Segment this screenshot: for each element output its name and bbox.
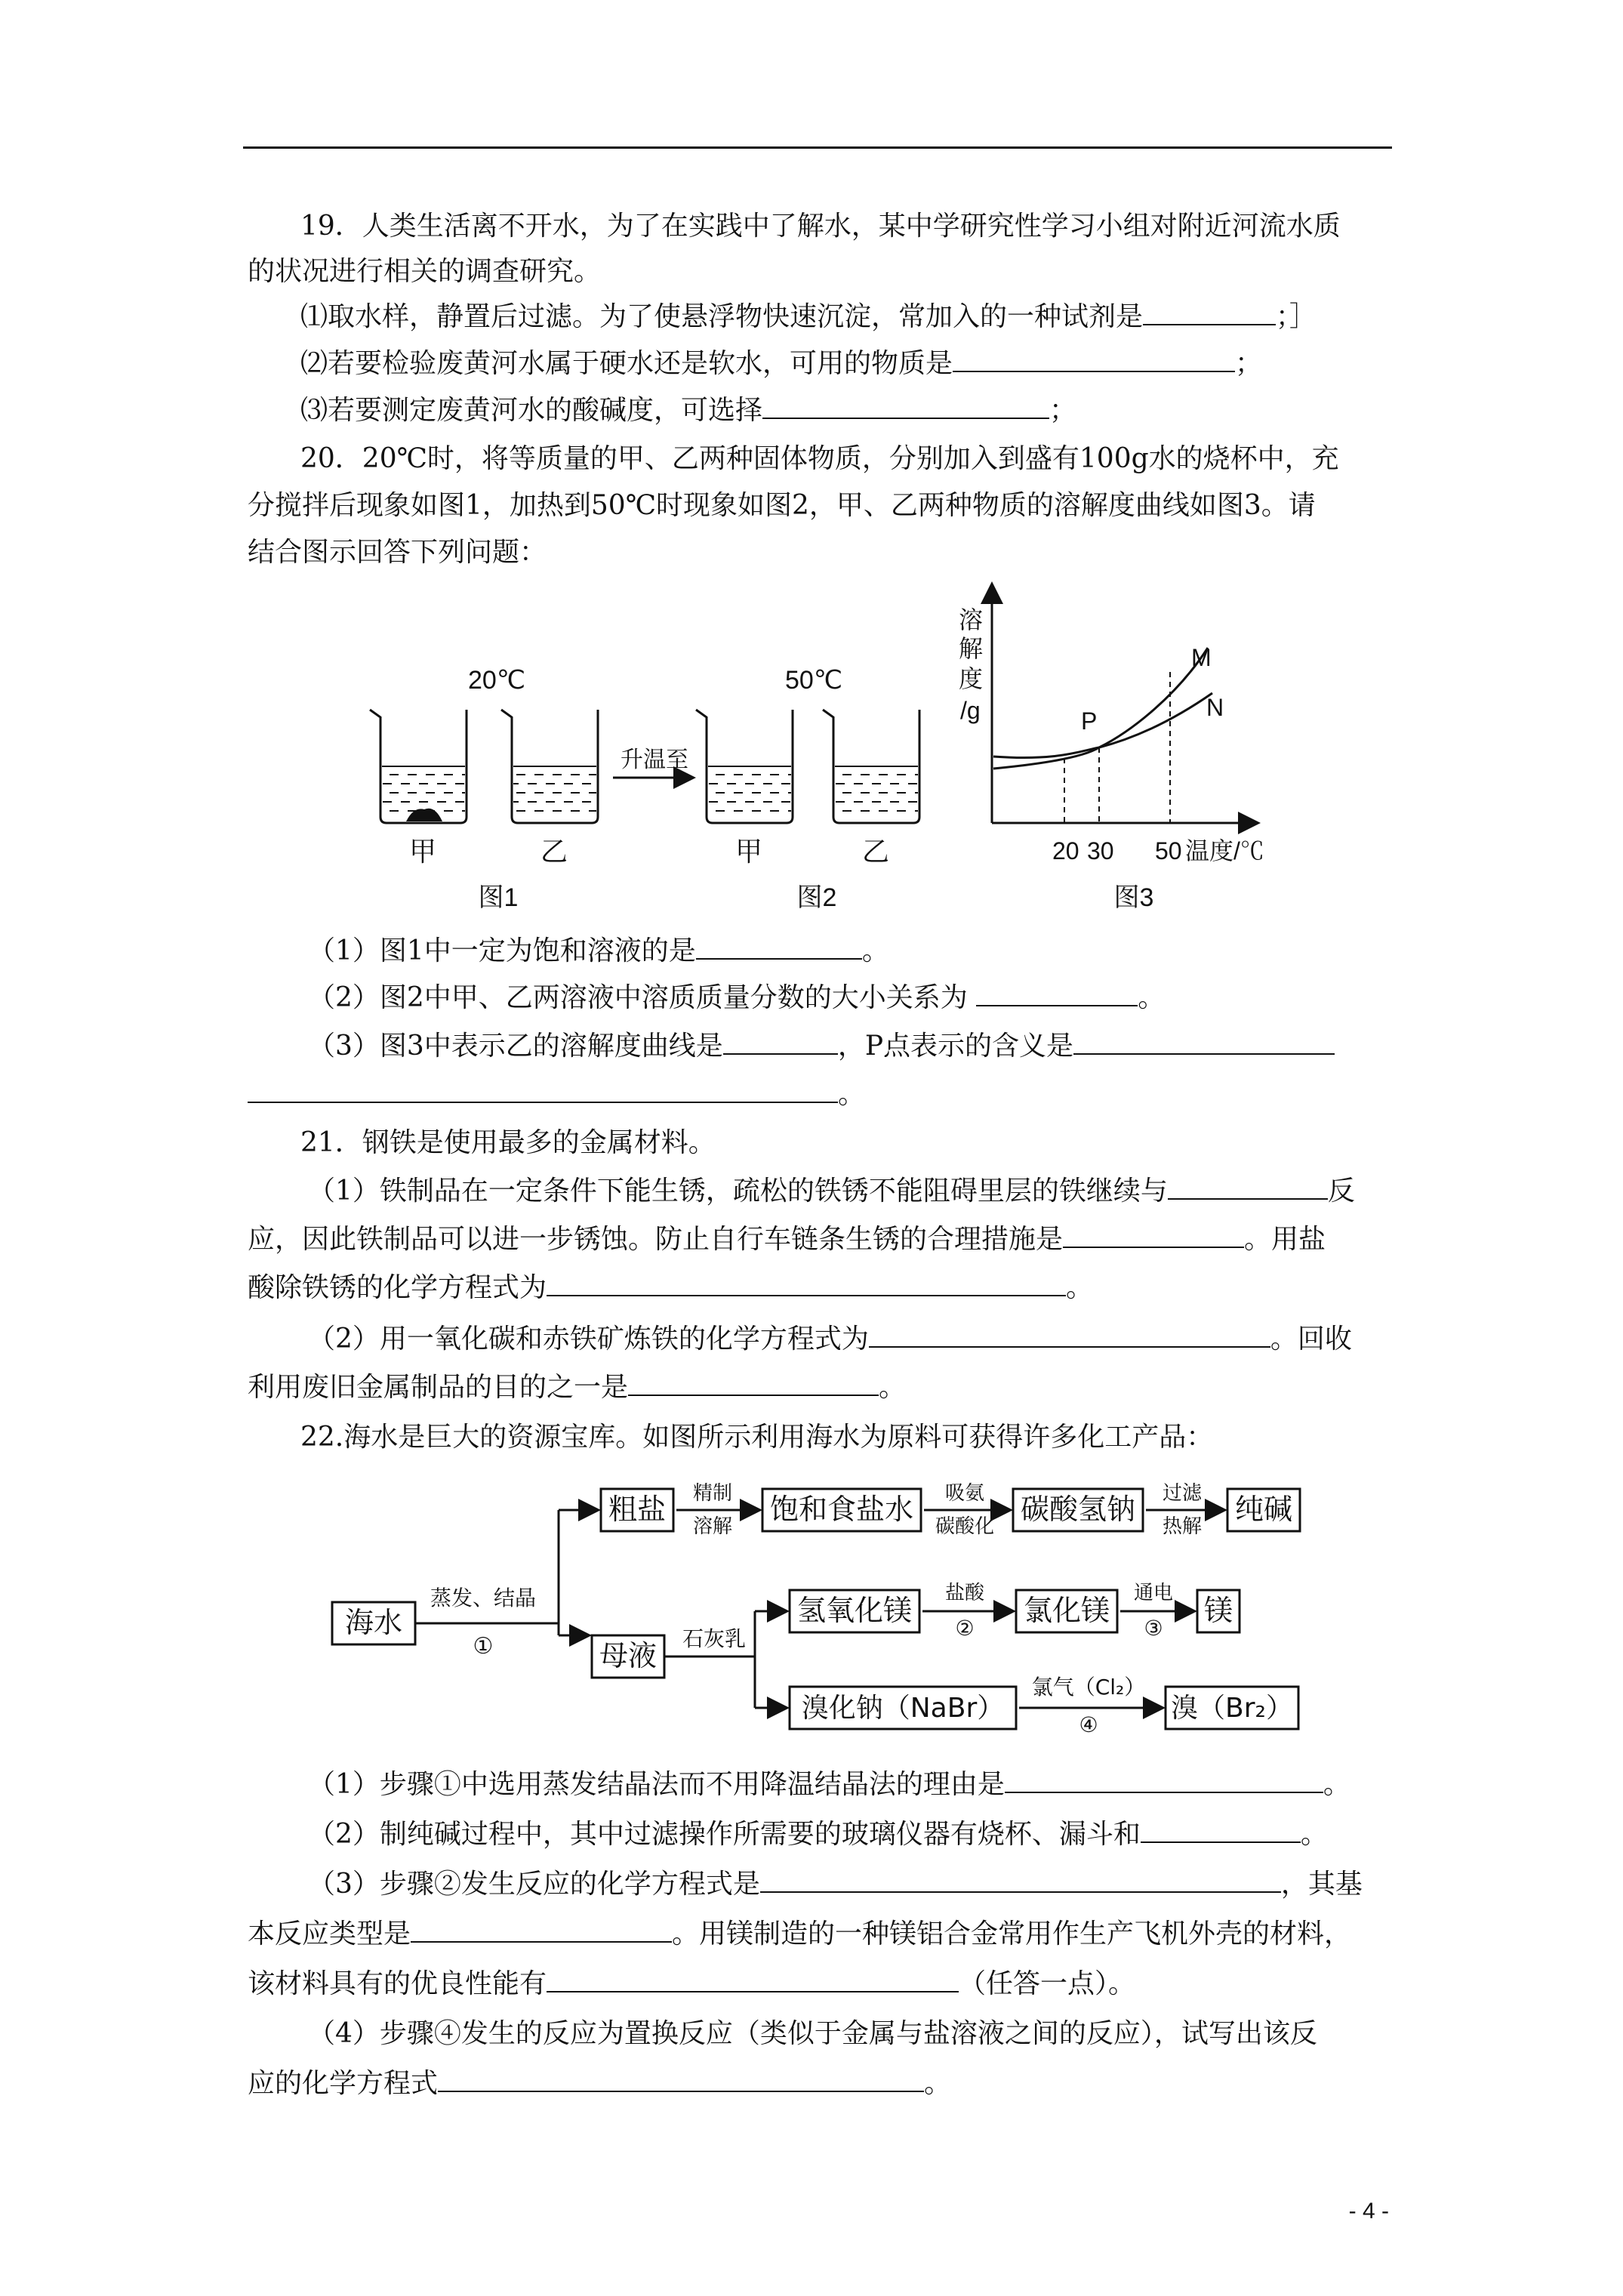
q22-part-2: （2）制纯碱过程中，其中过滤操作所需要的玻璃仪器有烧杯、漏斗和 。 — [308, 1819, 1328, 1850]
q22-part-3c: 该材料具有的优良性能有 （任答一点）。 — [248, 1968, 1136, 1999]
q21-part-1b: 应，因此铁制品可以进一步锈蚀。防止自行车链条生锈的合理措施是 。用盐 — [248, 1224, 1326, 1255]
refine-label-1: 精制 — [692, 1482, 733, 1505]
curve-m-label: M — [1191, 644, 1212, 671]
seawater-label: 海水 — [344, 1606, 403, 1639]
electrolysis-label: 通电 — [1133, 1582, 1174, 1604]
bromine-label: 溴（Br₂） — [1171, 1693, 1293, 1724]
answer-blank[interactable] — [1005, 1769, 1323, 1793]
label-jia-1: 甲 — [408, 836, 437, 867]
q22-stem: 22.海水是巨大的资源宝库。如图所示利用海水为原料可获得许多化工产品： — [300, 1422, 1214, 1453]
label-jia-2: 甲 — [735, 836, 763, 867]
q19-part-2: ⑵若要检验废黄河水属于硬水还是软水，可用的物质是 ； — [300, 348, 1263, 379]
tick-30: 30 — [1087, 837, 1114, 864]
absorb-label-1: 吸氨 — [944, 1482, 985, 1505]
x-axis-label: 温度/℃ — [1185, 837, 1264, 864]
q22-part-3a: （3）步骤②发生反应的化学方程式是 ，其基 — [308, 1869, 1363, 1900]
temp-50-label: 50℃ — [785, 666, 843, 695]
q21-part-2b: 利用废旧金属制品的目的之一是 。 — [248, 1372, 907, 1403]
q21-part-1a: （1）铁制品在一定条件下能生锈，疏松的铁锈不能阻碍里层的铁继续与 反 — [308, 1176, 1355, 1207]
curve-n-label: N — [1206, 694, 1224, 721]
refine-label-2: 溶解 — [692, 1515, 733, 1538]
point-p-label: P — [1081, 707, 1098, 735]
chlorine-label: 氯气（Cl₂） — [1031, 1675, 1146, 1700]
q20-part-3-cont: 。 — [248, 1078, 865, 1111]
q20-part-3: （3）图3中表示乙的溶解度曲线是 ，P点表示的含义是 — [308, 1030, 1335, 1063]
tick-50: 50 — [1155, 837, 1182, 864]
q22-part-3b: 本反应类型是 。用镁制造的一种镁铝合金常用作生产飞机外壳的材料， — [248, 1918, 1352, 1949]
y-label-2: 解 — [959, 635, 984, 662]
tick-20: 20 — [1052, 837, 1079, 864]
y-label-1: 溶 — [959, 606, 984, 633]
q21-part-2a: （2）用一氧化碳和赤铁矿炼铁的化学方程式为 。回收 — [308, 1324, 1352, 1354]
mother-liquor-label: 母液 — [599, 1639, 658, 1672]
q19-part-3: ⑶若要测定废黄河水的酸碱度，可选择 ； — [300, 395, 1077, 426]
heat-arrow-label: 升温至 — [621, 747, 688, 772]
caption-fig1: 图1 — [478, 883, 519, 912]
step-2-mark: ② — [955, 1616, 975, 1641]
nabr-label: 溴化钠（NaBr） — [801, 1693, 1005, 1724]
bicarbonate-label: 碳酸氢钠 — [1020, 1493, 1136, 1526]
q22-part-1: （1）步骤①中选用蒸发结晶法而不用降温结晶法的理由是 。 — [308, 1769, 1350, 1800]
step-1-mark: ① — [473, 1633, 494, 1660]
step-3-mark: ③ — [1144, 1616, 1163, 1641]
page-number: - 4 - — [1348, 2199, 1389, 2224]
temp-20-label: 20℃ — [468, 666, 526, 695]
label-yi-1: 乙 — [540, 836, 568, 867]
step-4-mark: ④ — [1079, 1712, 1098, 1737]
filter-label-1: 过滤 — [1162, 1482, 1203, 1505]
caption-fig3: 图3 — [1113, 883, 1154, 912]
y-label-4: /g — [960, 697, 981, 724]
y-label-3: 度 — [959, 665, 984, 692]
lime-label: 石灰乳 — [682, 1626, 747, 1651]
q20-stem-2: 分搅拌后现象如图1，加热到50℃时现象如图2，甲、乙两种物质的溶解度曲线如图3。请 — [248, 490, 1316, 521]
evap-label: 蒸发、结晶 — [430, 1586, 537, 1610]
brine-label: 饱和食盐水 — [769, 1493, 914, 1526]
q21-part-1c: 酸除铁锈的化学方程式为 。 — [248, 1272, 1094, 1303]
q19-part-1: ⑴取水样，静置后过滤。为了使悬浮物快速沉淀，常加入的一种试剂是 ；］ — [300, 301, 1317, 332]
q20-part-1: （1）图1中一定为饱和溶液的是 。 — [308, 935, 889, 966]
q21-stem: 21．钢铁是使用最多的金属材料。 — [300, 1127, 716, 1158]
q20-stem-1: 20．20℃时，将等质量的甲、乙两种固体物质，分别加入到盛有100g水的烧杯中，充 — [300, 443, 1339, 474]
hcl-label: 盐酸 — [944, 1582, 985, 1604]
q20-part-2: （2）图2中甲、乙两溶液中溶质质量分数的大小关系为 。 — [308, 982, 1166, 1013]
magnesium-label: 镁 — [1203, 1594, 1233, 1627]
answer-blank[interactable] — [547, 1968, 959, 1992]
mg-hydroxide-label: 氢氧化镁 — [796, 1594, 913, 1627]
mg-chloride-label: 氯化镁 — [1023, 1594, 1110, 1627]
caption-fig2: 图2 — [796, 883, 837, 912]
q19-stem-1: 19．人类生活离不开水，为了在实践中了解水，某中学研究性学习小组对附近河流水质 — [300, 211, 1341, 242]
answer-blank[interactable] — [1141, 1819, 1301, 1843]
answer-blank[interactable] — [438, 2068, 924, 2092]
answer-blank[interactable] — [411, 1918, 672, 1943]
q19-stem-2: 的状况进行相关的调查研究。 — [248, 256, 602, 287]
q22-part-4b: 应的化学方程式 。 — [248, 2068, 952, 2099]
absorb-label-2: 碳酸化 — [935, 1515, 995, 1538]
label-yi-2: 乙 — [861, 836, 890, 867]
answer-blank[interactable] — [760, 1869, 1281, 1893]
q22-part-4a: （4）步骤④发生的反应为置换反应（类似于金属与盐溶液之间的反应），试写出该反 — [308, 2018, 1317, 2049]
soda-ash-label: 纯碱 — [1234, 1493, 1293, 1526]
filter-label-2: 热解 — [1162, 1515, 1203, 1538]
crude-salt-label: 粗盐 — [608, 1493, 667, 1526]
q20-stem-3: 结合图示回答下列问题： — [248, 537, 547, 568]
